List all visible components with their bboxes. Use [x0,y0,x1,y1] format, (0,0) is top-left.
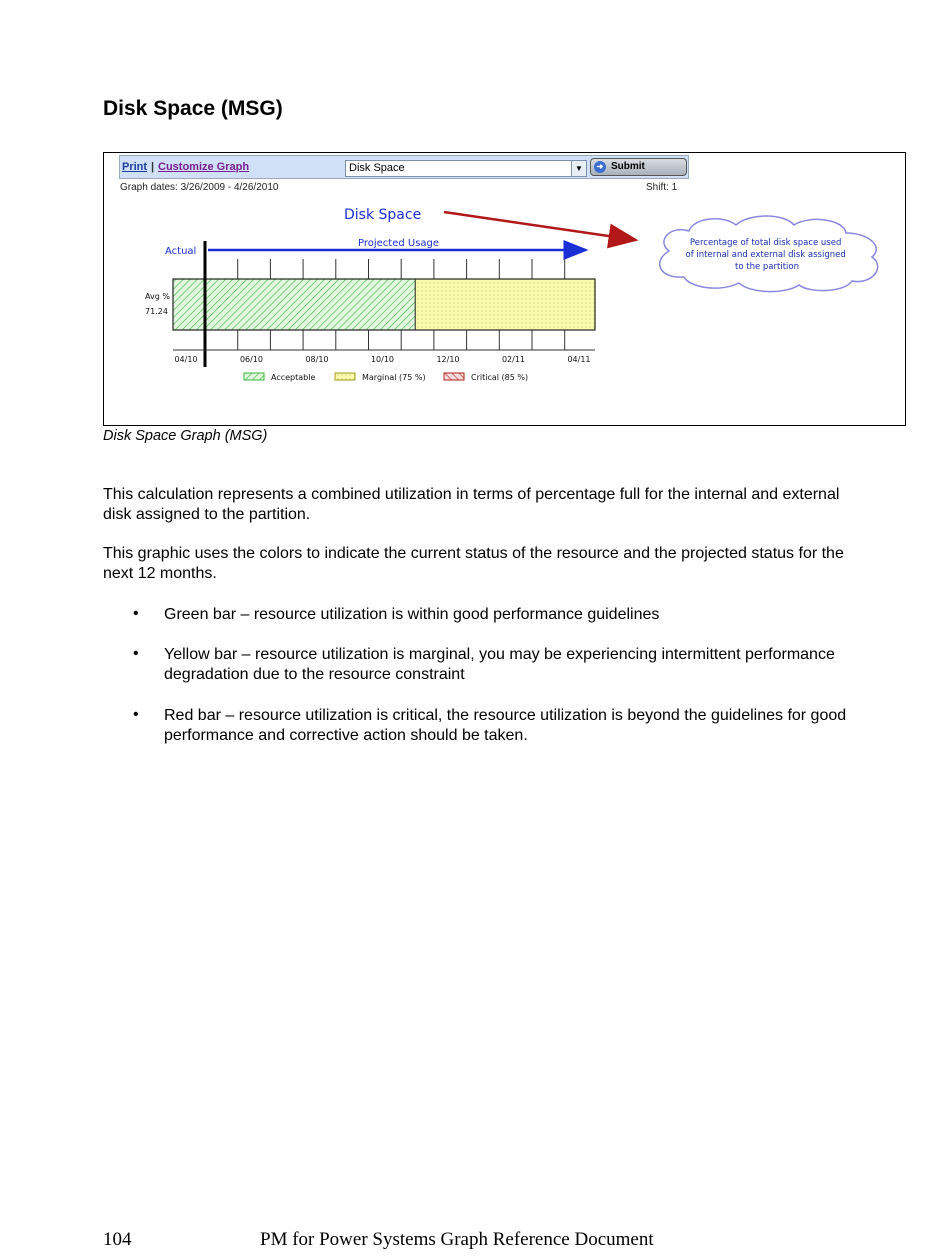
paragraph-2: This graphic uses the colors to indicate the current status of the resource and the projected status for the next 12 months. [103,545,844,582]
section-heading: Disk Space (MSG) [103,97,283,120]
x-tick-label: 06/10 [239,355,264,364]
legend-label: Acceptable [271,373,316,382]
callout-line-1: Percentage of total disk space used [689,238,842,248]
actual-label: Actual [165,246,197,257]
bullet-item-red: Red bar – resource utilization is critical, the resource utilization is beyond the guidelines for good performance and corrective action should be taken. [164,707,847,744]
graph-type-select-value: Disk Space [349,162,405,174]
bullet-item-green: Green bar – resource utilization is within good performance guidelines [164,606,660,623]
callout-arrow [444,212,636,240]
legend-swatch [335,373,355,380]
x-tick-label: 10/10 [370,355,395,364]
bullet-item-yellow: Yellow bar – resource utilization is marginal, you may be experiencing intermittent performance degradation due to the resource constraint [164,646,835,683]
submit-button-label: Submit [611,161,645,172]
legend-swatch [244,373,264,380]
chart-legend [244,373,528,382]
page-number: 104 [103,1229,132,1250]
callout-line-3: to the partition [735,262,799,272]
x-tick-label: 04/10 [174,355,198,364]
paragraph-1: This calculation represents a combined utilization in terms of percentage full for the internal and external disk assigned to the partition. [103,486,840,523]
bar-segment-acceptable [173,279,415,330]
y-axis-label: Avg % [145,292,170,301]
customize-graph-link[interactable]: Customize Graph [158,161,250,173]
shift-label: Shift: 1 [646,182,678,193]
callout-cloud [660,216,878,292]
x-tick-label: 12/10 [436,355,460,364]
x-axis-tick-labels [174,355,590,364]
x-tick-label: 08/10 [305,355,329,364]
legend-label: Critical (85 %) [471,373,529,382]
legend-label: Marginal (75 %) [362,373,426,382]
callout-line-2: of internal and external disk assigned [685,250,846,260]
footer-title: PM for Power Systems Graph Reference Document [260,1229,654,1250]
projected-usage-label: Projected Usage [358,238,440,249]
x-tick-label: 04/11 [567,355,591,364]
disk-space-chart [104,153,904,423]
bullet-marker: • [133,706,139,723]
chevron-down-icon[interactable]: ▼ [571,161,586,176]
chart-title: Disk Space [344,207,422,223]
figure-frame [103,152,906,426]
legend-swatch [444,373,464,380]
print-link[interactable]: Print [122,161,148,173]
bullet-marker: • [133,605,139,622]
avg-value-label: 71.24 [145,307,168,316]
graph-dates: Graph dates: 3/26/2009 - 4/26/2010 [120,182,279,193]
arrow-right-icon: ➜ [594,161,606,173]
x-tick-label: 02/11 [501,355,526,364]
figure-caption: Disk Space Graph (MSG) [103,428,268,444]
toolbar-separator: | [151,161,155,173]
bar-segment-marginal [415,279,595,330]
bullet-marker: • [133,645,139,662]
